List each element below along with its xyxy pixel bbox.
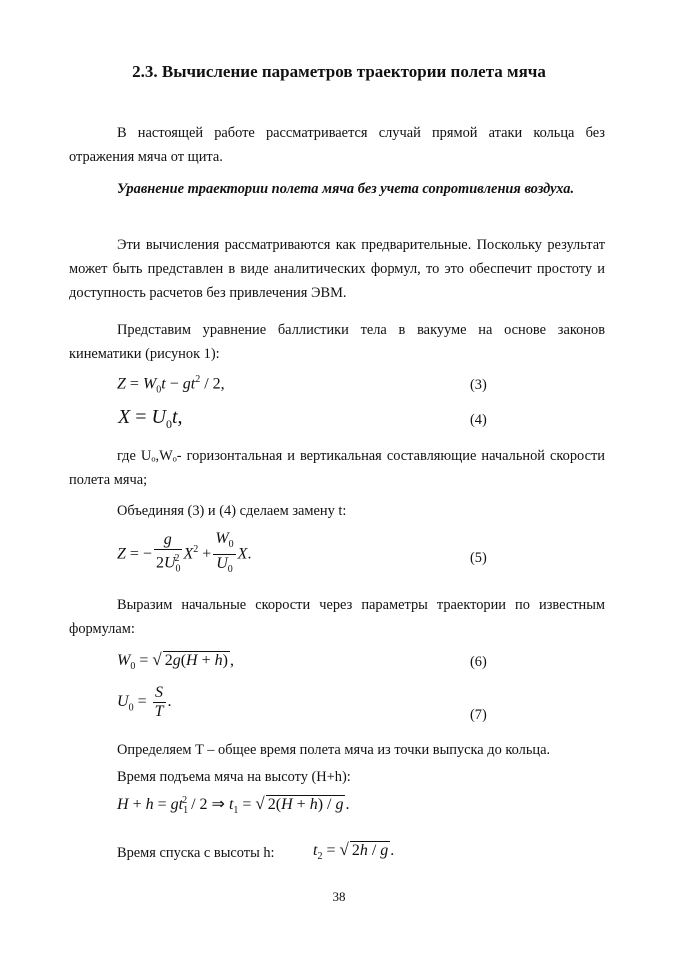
equation-4: $X = U_0t$, <box>118 406 183 431</box>
initial-velocities-paragraph: Выразим начальные скорости через параметры траектории по известным формулам: <box>69 597 605 637</box>
equation-4-number: (4) <box>470 412 487 428</box>
substitution-paragraph: Объединяя (3) и (4) сделаем замену t: <box>117 503 347 519</box>
preliminary-paragraph: Эти вычисления рассматриваются как предварительные. Поскольку результат может быть представлен в виде аналитических формул, то это обеспечит простоту и доступность расчетов без привлечения ЭВМ. <box>69 237 605 301</box>
descent-time-paragraph: Время спуска с высоты h: <box>117 845 275 861</box>
equation-6-number: (6) <box>470 654 487 670</box>
equation-7: $U_0$ = $\frac{S}{T}$ . <box>117 684 172 720</box>
equation-7-number: (7) <box>470 707 487 723</box>
descent-time-equation: $t_2$ = √ 2h / g . <box>313 840 395 863</box>
equation-5: Z = − $\frac{g}{2U_0^2}$ $X^2$ + $\frac{W_0}{U_0}$ X. <box>117 530 252 576</box>
total-time-paragraph: Определяем T – общее время полета мяча из точки выпуска до кольца. <box>117 742 551 758</box>
rise-time-paragraph: Время подъема мяча на высоту (H+h): <box>117 769 351 785</box>
equation-3: $Z = W_0t - gt^2 / 2$, <box>117 374 225 396</box>
equation-6: $W_0$ = √ 2g(H + h) , <box>117 650 234 673</box>
section-heading: 2.3. Вычисление параметров траектории полета мяча <box>132 62 546 81</box>
equation-3-number: (3) <box>470 377 487 393</box>
intro-paragraph: В настоящей работе рассматривается случай прямой атаки кольца без отражения мяча от щита. <box>69 125 605 165</box>
rise-time-equation: $H + h = gt_1^2 / 2$ ⇒ $t_1$ = √ 2(H + h) / g . <box>117 794 350 817</box>
subheading-paragraph: Уравнение траектории полета мяча без учета сопротивления воздуха. <box>117 181 575 197</box>
velocity-components-paragraph: где Uₒ,Wₒ- горизонтальная и вертикальная составляющие начальной скорости полета мяча; <box>69 448 605 488</box>
page-number: 38 <box>332 889 346 904</box>
equation-5-number: (5) <box>470 550 487 566</box>
ballistics-paragraph: Представим уравнение баллистики тела в вакууме на основе законов кинематики (рисунок 1): <box>69 322 605 362</box>
